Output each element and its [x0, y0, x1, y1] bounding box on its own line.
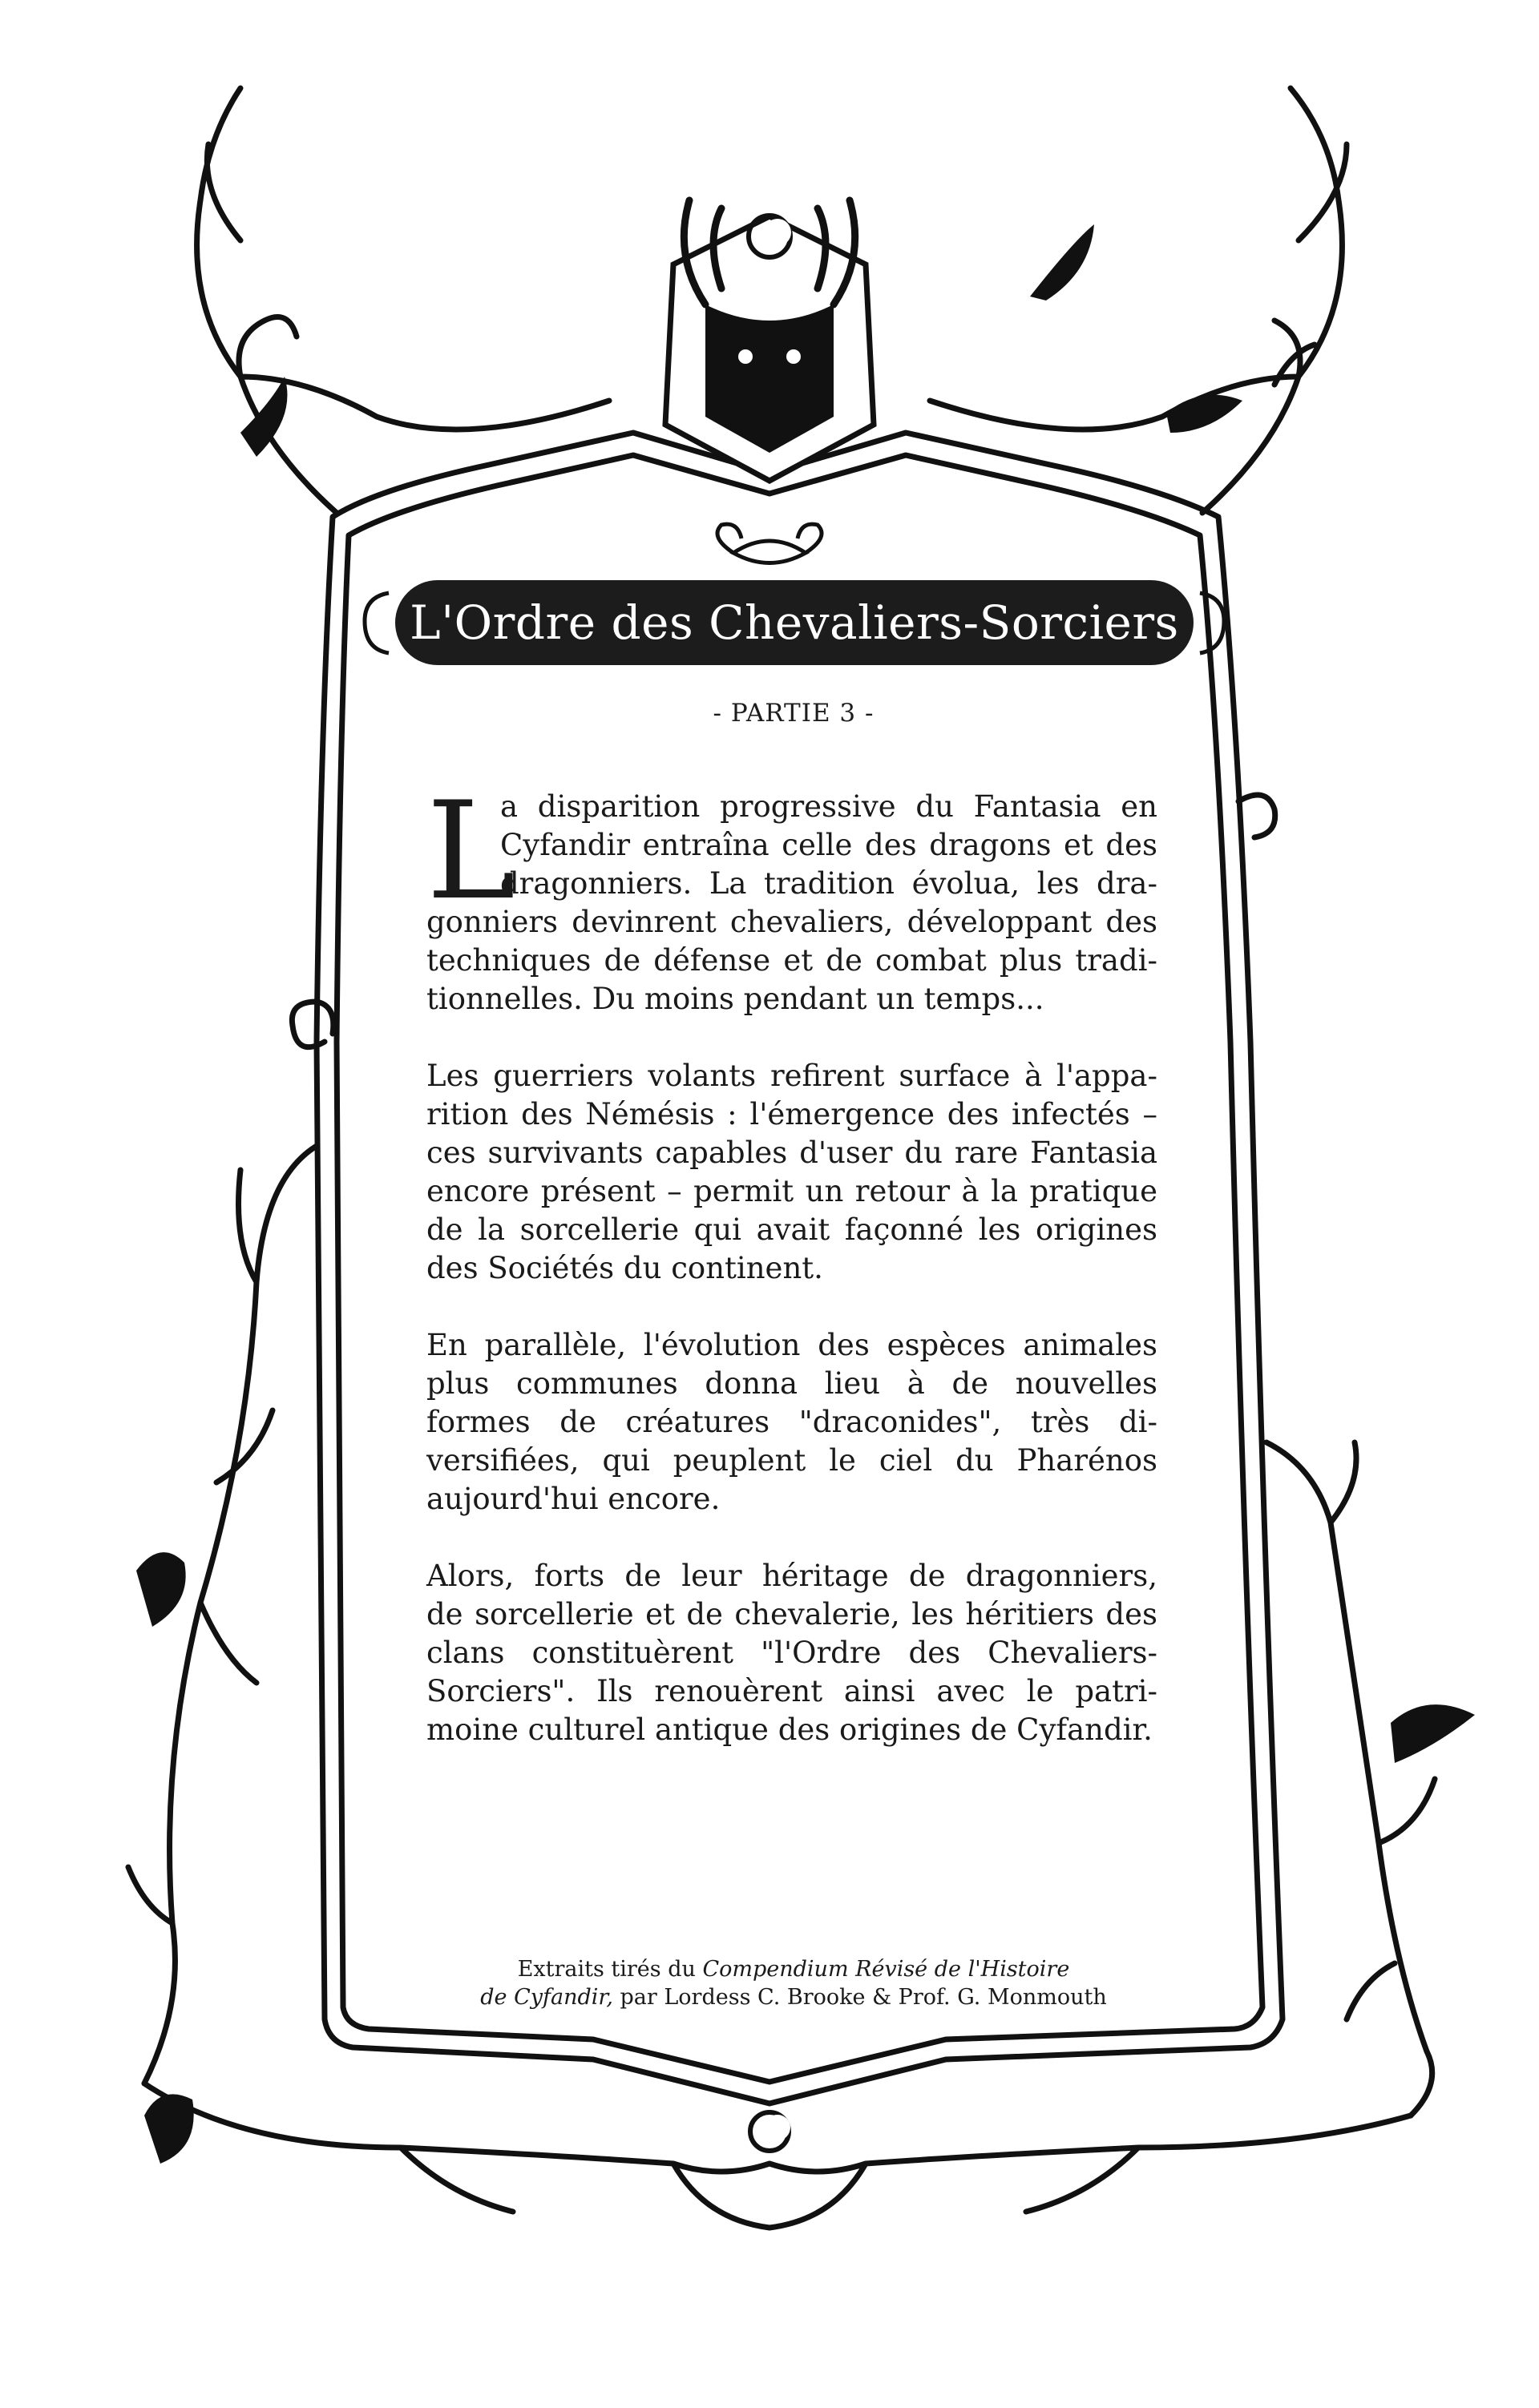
paragraph-3	[426, 1326, 1157, 1519]
text-line: tionnelles. Du moins pendant un temps...	[426, 982, 1044, 1016]
credit-line-1	[449, 1955, 1138, 1983]
text-line: gonniers devinrent chevaliers, développant des	[426, 905, 1157, 939]
article-body	[426, 772, 1157, 1788]
text-line: encore présent – permit un retour à la pratique	[426, 1174, 1157, 1208]
text-line: rition des Némésis : l'émergence des infectés –	[426, 1097, 1157, 1131]
text-line: a disparition progressive du Fantasia en	[500, 789, 1157, 824]
text-line: plus communes donna lieu à de nouvelles	[426, 1366, 1157, 1401]
text-line: des Sociétés du continent.	[426, 1251, 823, 1285]
left-branch	[128, 1002, 333, 2083]
credit-book-title-end: de Cyfandir,	[480, 1985, 613, 2010]
title-banner	[395, 580, 1194, 665]
text-line: de la sorcellerie qui avait façonné les origines	[426, 1212, 1157, 1247]
leaf-right-middle	[1391, 1704, 1475, 1763]
text-line: moine culturel antique des origines de Cyfandir.	[426, 1712, 1153, 1747]
text-line: techniques de défense et de combat plus tradi-	[426, 943, 1157, 978]
text-line: Cyfandir entraîna celle des dragons et des	[500, 828, 1157, 862]
right-branch	[1238, 795, 1435, 2116]
text-line: aujourd'hui encore.	[426, 1482, 721, 1516]
text-line: versifiées, qui peuplent le ciel du Pharénos	[426, 1443, 1157, 1478]
title-left-scroll	[365, 593, 389, 653]
leaf-top-right	[1030, 224, 1094, 300]
text-line: Alors, forts de leur héritage de dragonniers,	[426, 1559, 1157, 1593]
text-line: ces survivants capables d'user du rare Fantasia	[426, 1135, 1157, 1170]
paragraph-4	[426, 1557, 1157, 1749]
text-line: Les guerriers volants refirent surface à l'appa-	[426, 1059, 1157, 1093]
text-line: clans constituèrent "l'Ordre des Chevaliers-	[426, 1636, 1157, 1670]
source-credit	[449, 1955, 1138, 2011]
text-line: dragonniers. La tradition évolua, les dra-	[500, 866, 1157, 901]
celtic-knot-ornament	[717, 524, 822, 563]
page-title: L'Ordre des Chevaliers-Sorciers	[410, 595, 1179, 650]
text-line: formes de créatures "draconides", très di-	[426, 1405, 1157, 1439]
credit-line-2	[449, 1983, 1138, 2011]
leaf-right-upper	[1166, 395, 1242, 433]
text-line: En parallèle, l'évolution des espèces animales	[426, 1328, 1157, 1362]
credit-authors: par Lordess C. Brooke & Prof. G. Monmouth	[612, 1985, 1107, 2010]
credit-prefix: Extraits tirés du	[517, 1957, 703, 1982]
paragraph-1	[426, 772, 1157, 1018]
leaf-left-lower	[144, 2094, 194, 2164]
bottom-roots	[144, 2083, 1411, 2228]
part-label: - PARTIE 3 -	[713, 699, 875, 728]
text-line: de sorcellerie et de chevalerie, les héritiers des	[426, 1597, 1157, 1632]
drop-cap: L	[426, 772, 516, 930]
paragraph-2	[426, 1057, 1157, 1288]
credit-book-title: Compendium Révisé de l'Histoire	[702, 1957, 1070, 1982]
leaf-left-middle	[136, 1552, 186, 1627]
bottom-crescent-moon-icon	[750, 2112, 790, 2151]
text-line: Sorciers". Ils renouèrent ainsi avec le patri-	[426, 1674, 1157, 1708]
